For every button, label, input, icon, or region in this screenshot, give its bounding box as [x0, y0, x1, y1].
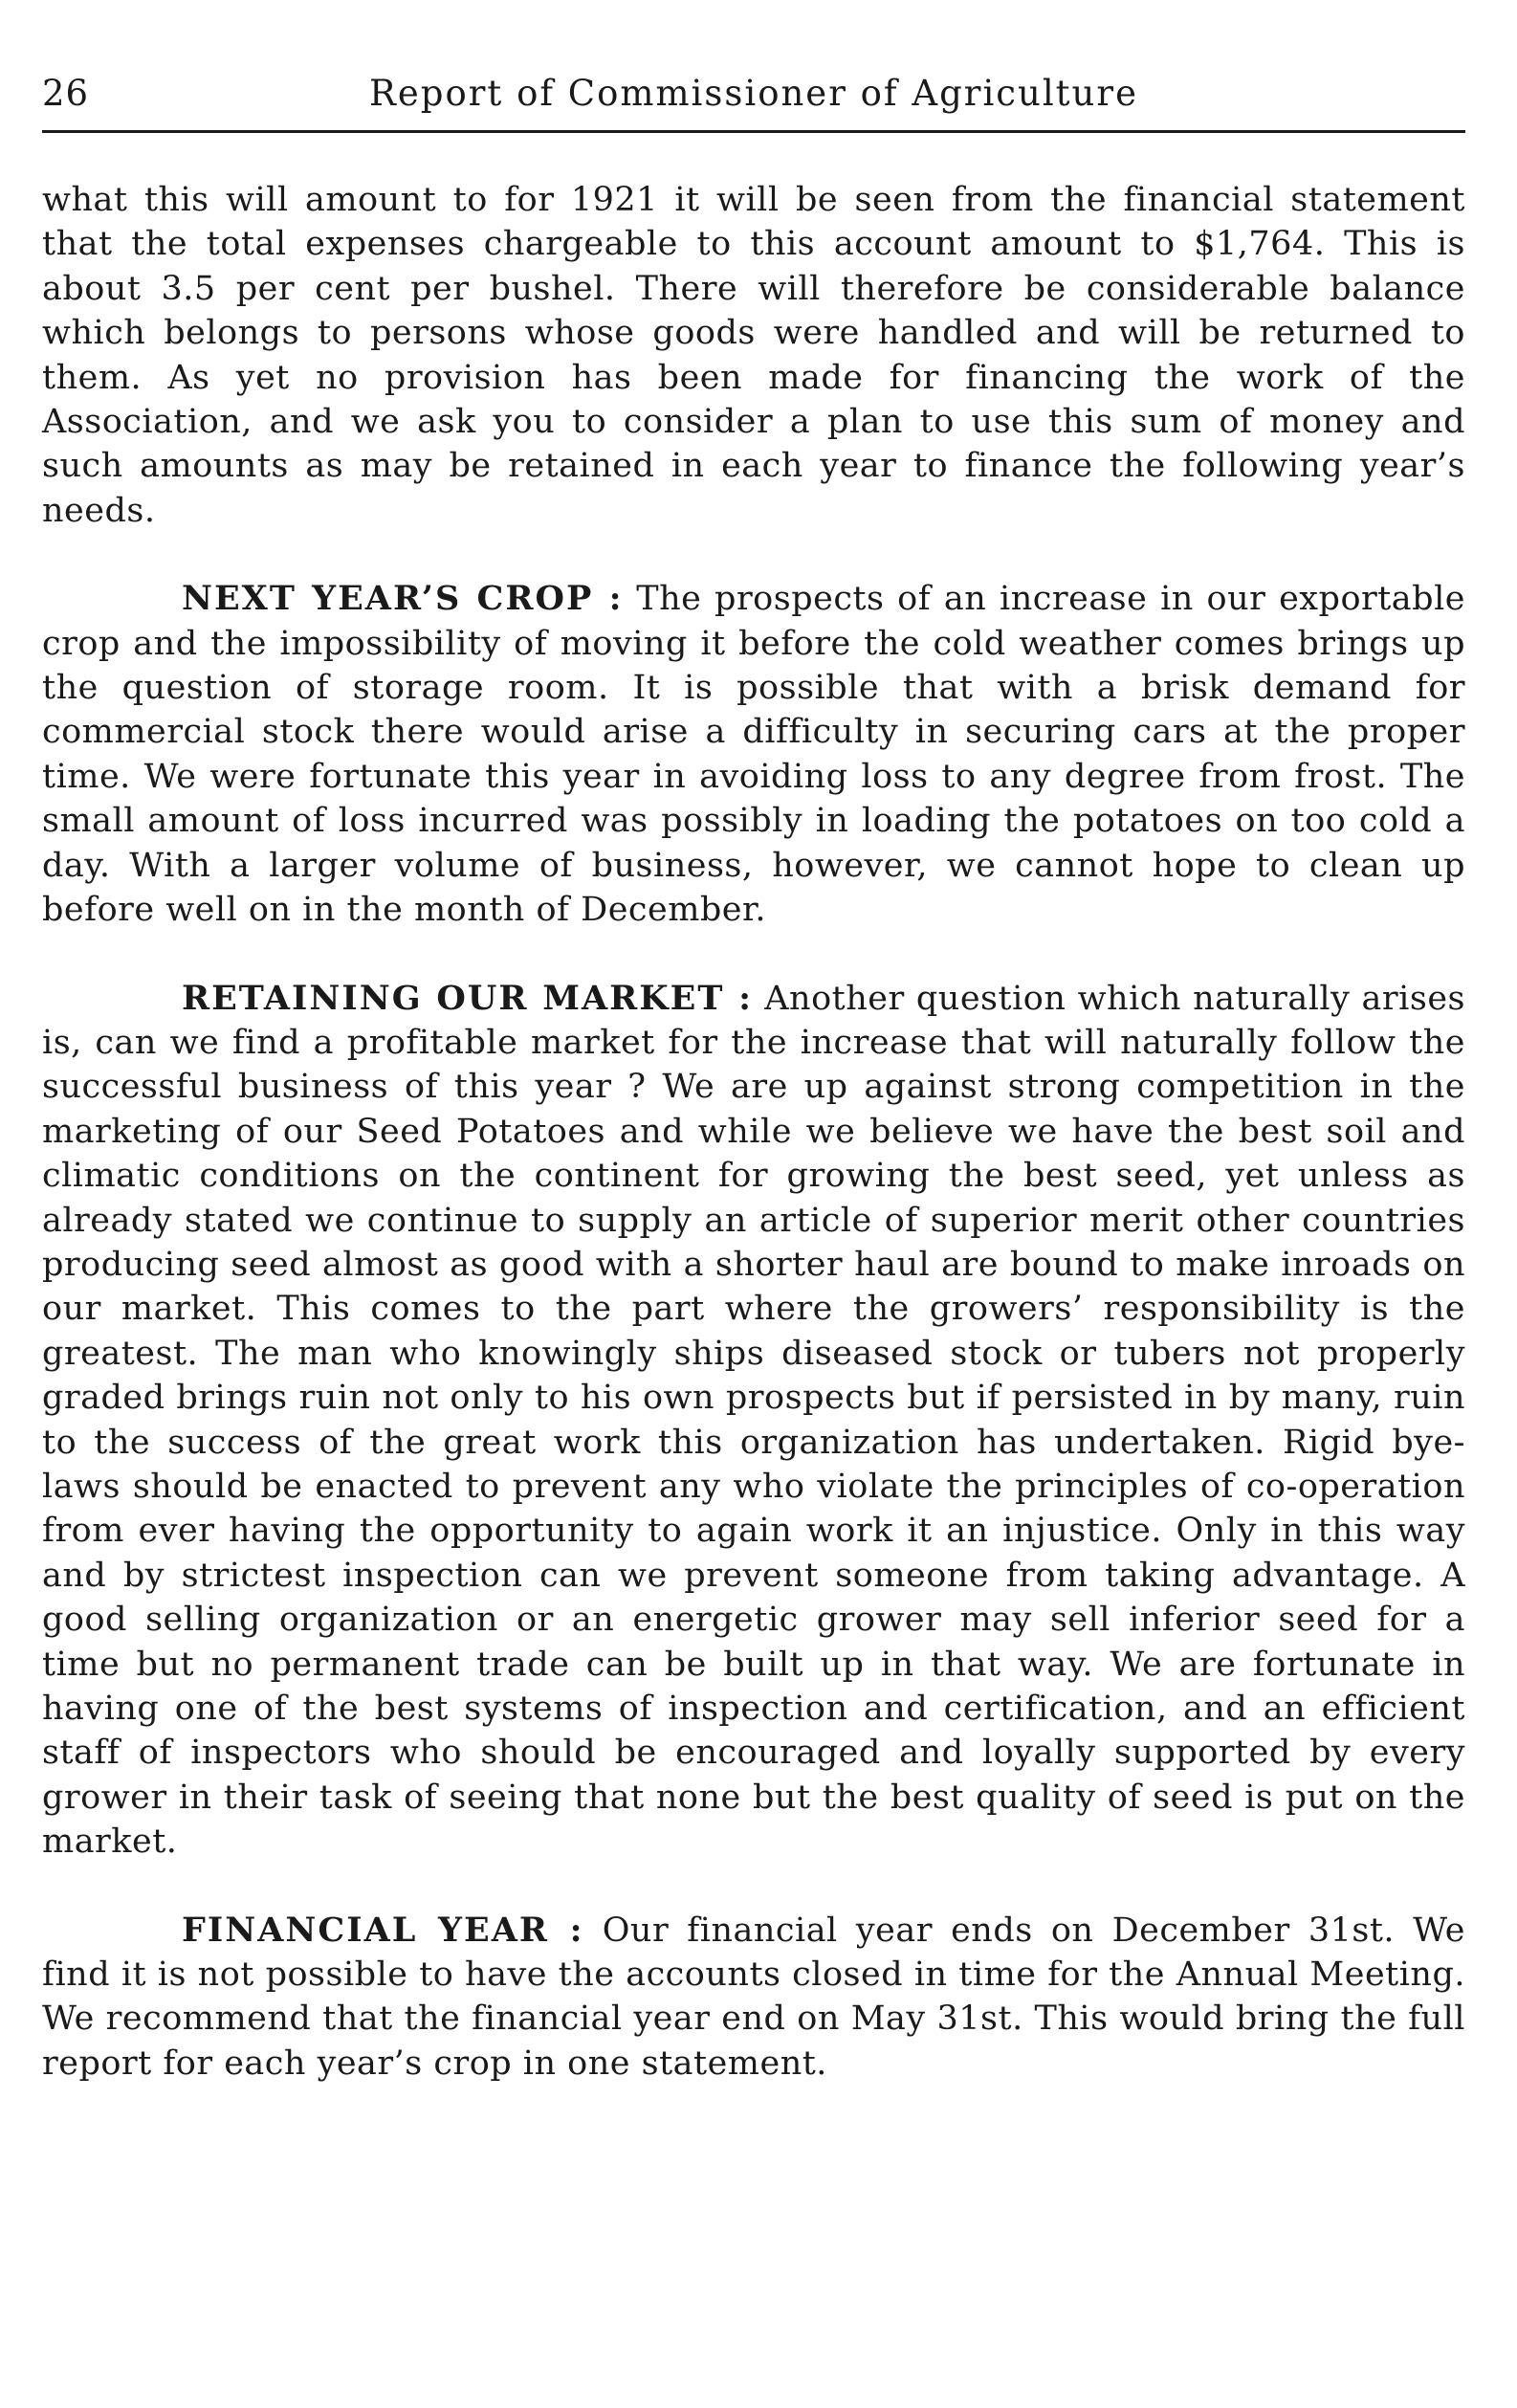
paragraph-text: Our financial year ends on December 31st. We find it is not possible to have the accounts closed in time for the Annual Meeting. We recommend that the financial year end on May 31st. This would bring the full report for each year’s crop in one statement.	[42, 1911, 1465, 2083]
paragraph-text: Another question which naturally arises is, can we find a profitable market for the increase that will naturally follow the successful business of this year ? We are up against strong competition in the marketing of our Seed Potatoes and while we believe we have the best soil and climatic conditions on the continent for growing the best seed, yet unless as already stated we continue to supply an article of superior merit other countries producing seed almost as good with a shorter haul are bound to make inroads on our market. This comes to the part where the growers’ responsibility is the greatest. The man who knowingly ships diseased stock or tubers not properly graded brings ruin not only to his own prospects but if persisted in by many, ruin to the success of the great work this organization has undertaken. Rigid bye-laws should be enacted to prevent any who violate the principles of co-operation from ever having the opportunity to again work it an injustice. Only in this way and by strictest inspection can we prevent someone from taking advantage. A good selling organization or an energetic grower may sell inferior seed for a time but no permanent trade can be built up in that way. We are fortunate in having one of the best systems of inspection and certification, and an efficient staff of inspectors who should be encouraged and loyally supported by every grower in their task of seeing that none but the best quality of seed is put on the market.	[42, 979, 1465, 1862]
section-heading: RETAINING OUR MARKET :	[182, 978, 754, 1018]
page-header	[42, 67, 1465, 124]
running-title: Report of Commissioner of Agriculture	[369, 73, 1138, 114]
paragraph-retaining-our-market	[42, 977, 1465, 1865]
paragraph-financial-year	[42, 1909, 1465, 2087]
paragraph-continuation	[42, 178, 1465, 533]
page-number: 26	[42, 73, 90, 114]
paragraph-text: The prospects of an increase in our exportable crop and the impossibility of moving it before the cold weather comes brings up the question of storage room. It is possible that with a brisk demand for commercial stock there would arise a difficulty in securing cars at the proper time. We were fortunate this year in avoiding loss to any degree from frost. The small amount of loss incurred was possibly in loading the potatoes on too cold a day. With a larger volume of business, however, we cannot hope to clean up before well on in the month of December.	[42, 580, 1465, 930]
section-heading: NEXT YEAR’S CROP :	[182, 579, 624, 619]
paragraph-text: what this will amount to for 1921 it will be seen from the financial statement that the total expenses chargeable to this account amount to $1,764. This is about 3.5 per cent per bushel. There will therefore be considerable balance which belongs to persons whose goods were handled and will be returned to them. As yet no provision has been made for financing the work of the Association, and we ask you to consider a plan to use this sum of money and such amounts as may be retained in each year to finance the following year’s needs.	[42, 181, 1465, 530]
paragraph-next-years-crop	[42, 577, 1465, 932]
body-text	[42, 178, 1465, 2086]
section-heading: FINANCIAL YEAR :	[182, 1910, 584, 1950]
header-rule	[42, 130, 1465, 133]
